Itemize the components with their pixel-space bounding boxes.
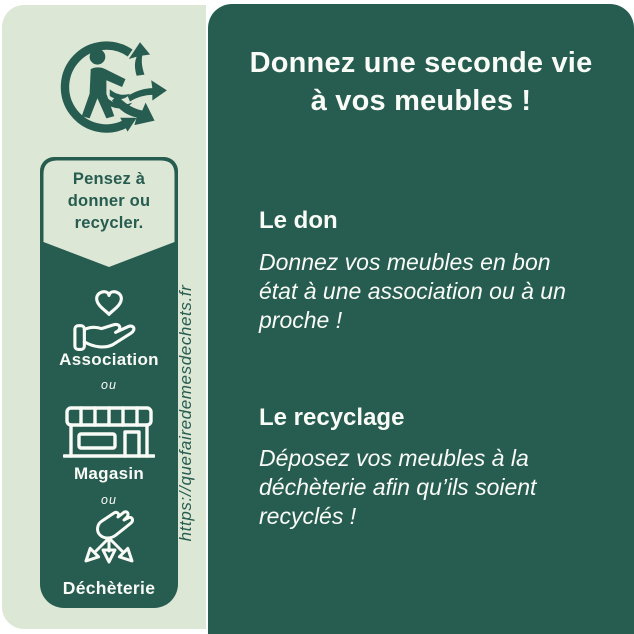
title-line: à vos meubles ! — [310, 85, 532, 117]
body-line: état à une association ou à un — [259, 278, 566, 304]
heart-in-hand-icon — [69, 285, 149, 357]
section-heading-don: Le don — [259, 207, 338, 234]
section-body-recyclage — [259, 444, 536, 531]
site-url[interactable]: https://quefairedemesdechets.fr — [176, 284, 195, 542]
title-line: Donnez une seconde vie — [249, 47, 593, 79]
option-label-dechetterie: Déchèterie — [62, 578, 156, 598]
body-line: Déposez vos meubles à la — [259, 445, 529, 471]
storefront-icon — [63, 404, 155, 462]
separator-ou: ou — [101, 378, 117, 392]
body-line: recyclés ! — [259, 503, 357, 529]
right-panel — [208, 4, 634, 634]
separator-ou: ou — [101, 493, 117, 507]
page-title — [208, 44, 634, 120]
triman-recycling-logo — [56, 31, 168, 143]
body-line: proche ! — [259, 307, 343, 333]
option-label-association: Association — [59, 350, 159, 369]
sorting-hand-icon — [74, 509, 144, 575]
banner-line: Pensez à — [72, 170, 146, 188]
donation-options-column — [40, 157, 178, 608]
section-heading-recyclage: Le recyclage — [259, 404, 405, 431]
left-panel — [2, 5, 206, 629]
banner-line: recycler. — [74, 214, 144, 232]
body-line: Donnez vos meubles en bon — [259, 249, 551, 275]
banner-line: donner ou — [67, 192, 151, 210]
banner-text — [40, 168, 178, 234]
option-label-magasin: Magasin — [73, 464, 145, 483]
section-body-don — [259, 248, 566, 335]
body-line: déchèterie afin qu’ils soient — [259, 474, 537, 500]
